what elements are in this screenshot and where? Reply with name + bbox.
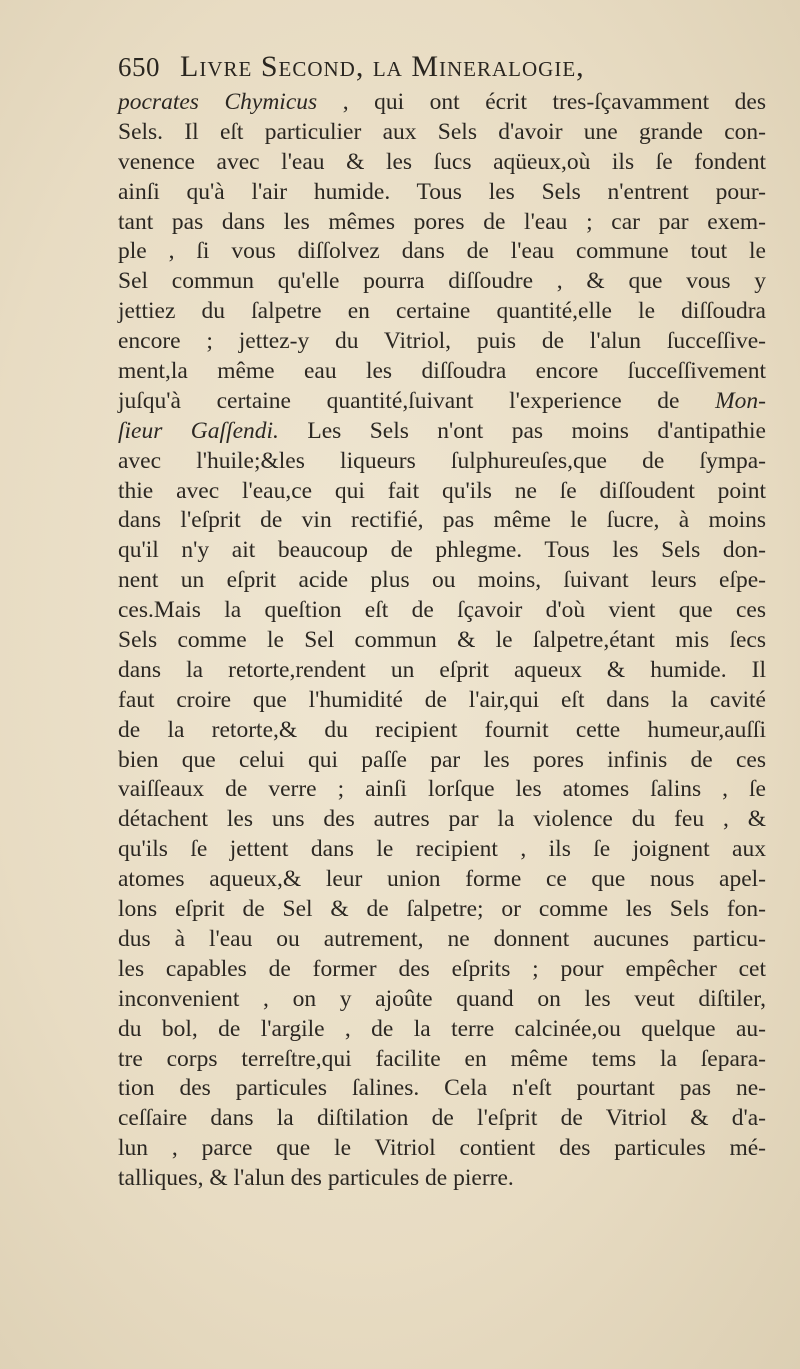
text-segment: tre corps terreſtre,qui facilite en même tems la ſepara- xyxy=(118,1045,766,1072)
text-segment: atomes aqueux,& leur union forme ce que nous apel- xyxy=(118,866,766,893)
text-line xyxy=(118,536,766,566)
text-line xyxy=(118,805,766,835)
text-line xyxy=(118,656,766,686)
text-line xyxy=(118,447,766,477)
text-segment: ainſi qu'à l'air humide. Tous les Sels n'entrent pour- xyxy=(118,178,766,205)
text-segment: pocrates Chymicus xyxy=(118,89,318,115)
body-text xyxy=(118,88,766,1194)
text-line xyxy=(118,506,766,536)
text-line xyxy=(118,178,766,208)
text-line xyxy=(118,566,766,596)
text-segment: , qui ont écrit tres-ſçavamment des xyxy=(317,89,766,115)
text-segment: Mon- xyxy=(715,387,766,414)
text-segment: Sel commun qu'elle pourra diſſoudre , & que vous y xyxy=(118,268,766,295)
page-header xyxy=(118,50,718,86)
text-segment: ceſſaire dans la diſtilation de l'eſprit de Vitriol & d'a- xyxy=(118,1105,766,1132)
text-segment: venence avec l'eau & les ſucs aqüeux,où ils ſe fondent xyxy=(118,148,766,175)
text-segment: bien que celui qui paſſe par les pores infinis de ces xyxy=(118,746,766,773)
text-segment: du bol, de l'argile , de la terre calcinée,ou quelque au- xyxy=(118,1015,766,1042)
text-segment: qu'ils ſe jettent dans le recipient , ils ſe joignent aux xyxy=(118,836,766,863)
text-segment: dans l'eſprit de vin rectifié, pas même le ſucre, à moins xyxy=(118,507,766,534)
text-segment: faut croire que l'humidité de l'air,qui eſt dans la cavité xyxy=(118,686,766,713)
text-line xyxy=(118,835,766,865)
text-line xyxy=(118,626,766,656)
text-segment: ple , ſi vous diſſolvez dans de l'eau commune tout le xyxy=(118,238,766,265)
text-segment: tion des particules ſalines. Cela n'eſt pourtant pas ne- xyxy=(118,1075,766,1102)
text-line xyxy=(118,1164,766,1194)
text-line xyxy=(118,327,766,357)
text-line xyxy=(118,686,766,716)
text-line xyxy=(118,925,766,955)
text-line xyxy=(118,955,766,985)
text-line xyxy=(118,895,766,925)
text-line xyxy=(118,596,766,626)
text-line xyxy=(118,357,766,387)
text-segment: vaiſſeaux de verre ; ainſi lorſque les atomes ſalins , ſe xyxy=(118,776,766,803)
text-line xyxy=(118,1015,766,1045)
text-line xyxy=(118,387,766,417)
text-line xyxy=(118,1074,766,1104)
text-segment: lons eſprit de Sel & de ſalpetre; or comme les Sels fon- xyxy=(118,896,766,923)
text-segment: lun , parce que le Vitriol contient des particules mé- xyxy=(118,1135,766,1162)
text-segment: Sels. Il eſt particulier aux Sels d'avoir une grande con- xyxy=(118,118,766,145)
running-title: Livre Second, la Mineralogie, xyxy=(180,50,585,83)
text-segment: juſqu'à certaine quantité,ſuivant l'experience de xyxy=(118,387,716,414)
text-segment: Sels comme le Sel commun & le ſalpetre,étant mis ſecs xyxy=(118,627,766,654)
text-segment: ſieur Gaſſendi. xyxy=(118,417,279,444)
page-number: 650 xyxy=(118,52,160,82)
text-line xyxy=(118,746,766,776)
text-line xyxy=(118,88,766,118)
text-segment: de la retorte,& du recipient fournit cette humeur,auſſi xyxy=(118,716,766,743)
text-line xyxy=(118,267,766,297)
text-segment: qu'il n'y ait beaucoup de phlegme. Tous les Sels don- xyxy=(118,537,766,564)
text-segment: détachent les uns des autres par la violence du feu , & xyxy=(118,806,766,833)
text-segment: dans la retorte,rendent un eſprit aqueux & humide. Il xyxy=(118,656,766,683)
text-line xyxy=(118,1134,766,1164)
text-segment: inconvenient , on y ajoûte quand on les veut diſtiler, xyxy=(118,985,766,1012)
text-segment: ment,la même eau les diſſoudra encore ſucceſſivement xyxy=(118,358,766,385)
text-line xyxy=(118,716,766,746)
text-line xyxy=(118,297,766,327)
text-segment: ces.Mais la queſtion eſt de ſçavoir d'où vient que ces xyxy=(118,597,766,624)
text-segment: dus à l'eau ou autrement, ne donnent aucunes particu- xyxy=(118,925,766,952)
text-line xyxy=(118,477,766,507)
text-line xyxy=(118,148,766,178)
text-line xyxy=(118,237,766,267)
text-line xyxy=(118,865,766,895)
text-segment: talliques, & l'alun des particules de pierre. xyxy=(118,1165,514,1192)
text-line xyxy=(118,417,766,447)
text-line xyxy=(118,985,766,1015)
text-segment: encore ; jettez-y du Vitriol, puis de l'alun ſucceſſive- xyxy=(118,328,766,355)
text-line xyxy=(118,1104,766,1134)
text-line xyxy=(118,118,766,148)
text-segment: tant pas dans les mêmes pores de l'eau ; car par exem- xyxy=(118,208,766,235)
text-segment: avec l'huile;&les liqueurs ſulphureuſes,que de ſympa- xyxy=(118,447,766,474)
text-line xyxy=(118,1045,766,1075)
text-segment: thie avec l'eau,ce qui fait qu'ils ne ſe diſſoudent point xyxy=(118,477,766,504)
text-segment: les capables de former des eſprits ; pour empêcher cet xyxy=(118,955,766,982)
text-line xyxy=(118,208,766,238)
text-line xyxy=(118,775,766,805)
text-segment: Les Sels n'ont pas moins d'antipathie xyxy=(278,417,766,444)
text-segment: jettiez du ſalpetre en certaine quantité,elle le diſſoudra xyxy=(118,298,766,325)
text-segment: nent un eſprit acide plus ou moins, ſuivant leurs eſpe- xyxy=(118,567,766,594)
